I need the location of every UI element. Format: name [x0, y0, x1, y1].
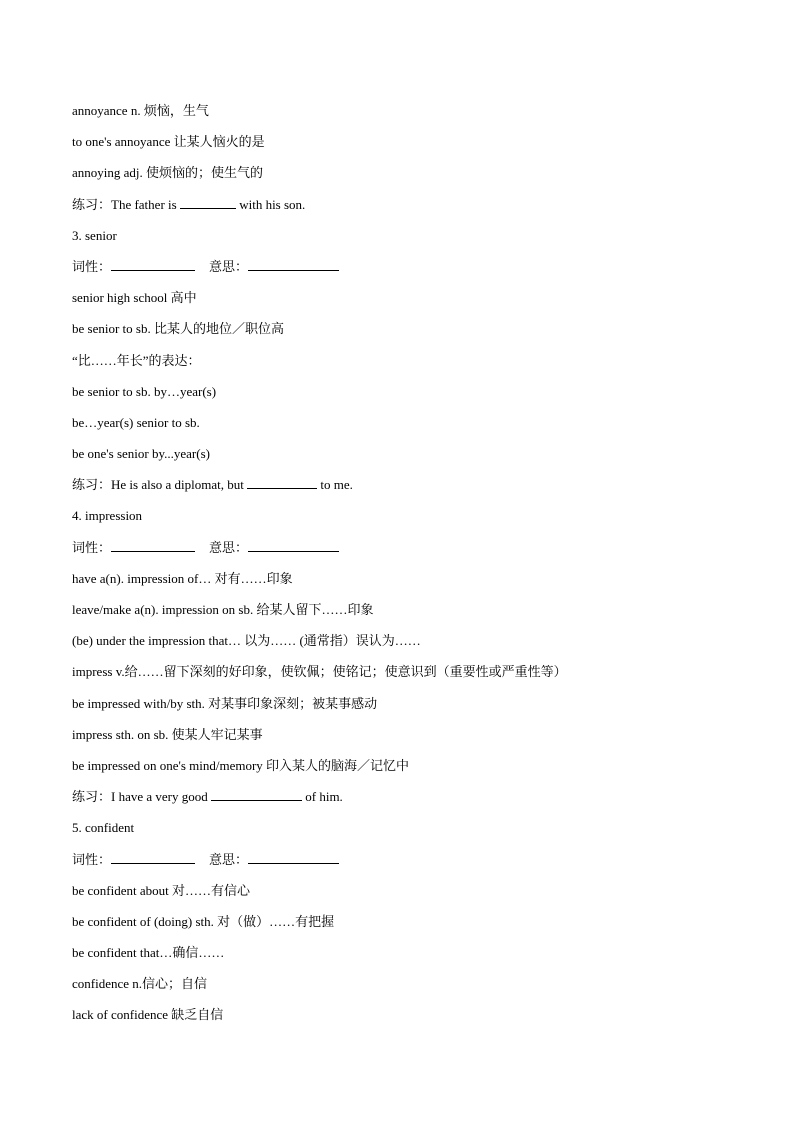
pos-label: 词性：: [72, 258, 112, 274]
text-line: leave/make a(n). impression on sb. 给某人留下……印象: [72, 602, 374, 617]
meaning-label: 意思：: [209, 851, 249, 867]
section-heading: 4. impression: [72, 508, 143, 524]
text-line: be confident about 对……有信心: [72, 882, 250, 898]
meaning-label: 意思：: [209, 539, 249, 555]
text-line: be impressed with/by sth. 对某事印象深刻；被某事感动: [72, 695, 378, 711]
exercise-suffix: to me.: [317, 477, 353, 493]
text-line: annoyance n. 烦恼，生气: [72, 103, 209, 118]
section-heading: 3. senior: [72, 227, 117, 243]
meaning-blank[interactable]: [248, 256, 339, 271]
text-line: impress v.给……留下深刻的好印象，使钦佩；使铭记；使意识到（重要性或严重性等）: [72, 664, 567, 680]
exercise-line: [72, 189, 732, 220]
text-line: be impressed on one's mind/memory 印入某人的脑海／记忆中: [72, 757, 410, 773]
section-heading: 5. confident: [72, 820, 135, 836]
text-line: be confident of (doing) sth. 对（做）……有把握: [72, 913, 335, 929]
text-line: impress sth. on sb. 使某人牢记某事: [72, 726, 263, 742]
exercise-suffix: with his son.: [235, 196, 306, 212]
pos-label: 词性：: [72, 539, 112, 555]
answer-blank[interactable]: [247, 474, 317, 489]
meaning-blank[interactable]: [248, 537, 339, 552]
part-of-speech-line: [72, 532, 732, 563]
document-page: [72, 95, 732, 1031]
meaning-label: 意思：: [209, 258, 249, 274]
text-line: annoying adj. 使烦恼的；使生气的: [72, 165, 264, 181]
text-line: (be) under the impression that… 以为…… (通常指）误认为……: [72, 633, 421, 649]
text-line: be one's senior by...year(s): [72, 446, 210, 462]
text-line: to one's annoyance 让某人恼火的是: [72, 134, 265, 150]
text-line: be senior to sb. 比某人的地位／职位高: [72, 321, 284, 337]
answer-blank[interactable]: [180, 194, 236, 209]
text-line: lack of confidence 缺乏自信: [72, 1007, 224, 1023]
pos-blank[interactable]: [111, 537, 195, 552]
text-line: “比……年长”的表达：: [72, 352, 201, 368]
pos-blank[interactable]: [111, 849, 195, 864]
exercise-prompt: 练习：I have a very good: [72, 789, 211, 805]
part-of-speech-line: [72, 251, 732, 282]
pos-label: 词性：: [72, 851, 112, 867]
text-line: be senior to sb. by…year(s): [72, 383, 217, 399]
answer-blank[interactable]: [211, 786, 302, 801]
pos-blank[interactable]: [111, 256, 195, 271]
text-line: senior high school 高中: [72, 290, 197, 306]
part-of-speech-line: [72, 844, 732, 875]
text-line: have a(n). impression of… 对有……印象: [72, 570, 293, 586]
exercise-suffix: of him.: [302, 789, 343, 805]
text-line: be confident that…确信……: [72, 945, 225, 961]
exercise-prompt: 练习：The father is: [72, 196, 180, 212]
exercise-prompt: 练习：He is also a diplomat, but: [72, 477, 248, 493]
exercise-line: [72, 469, 732, 500]
meaning-blank[interactable]: [248, 849, 339, 864]
text-line: be…year(s) senior to sb.: [72, 414, 200, 430]
text-line: confidence n.信心；自信: [72, 976, 208, 992]
exercise-line: [72, 781, 732, 812]
